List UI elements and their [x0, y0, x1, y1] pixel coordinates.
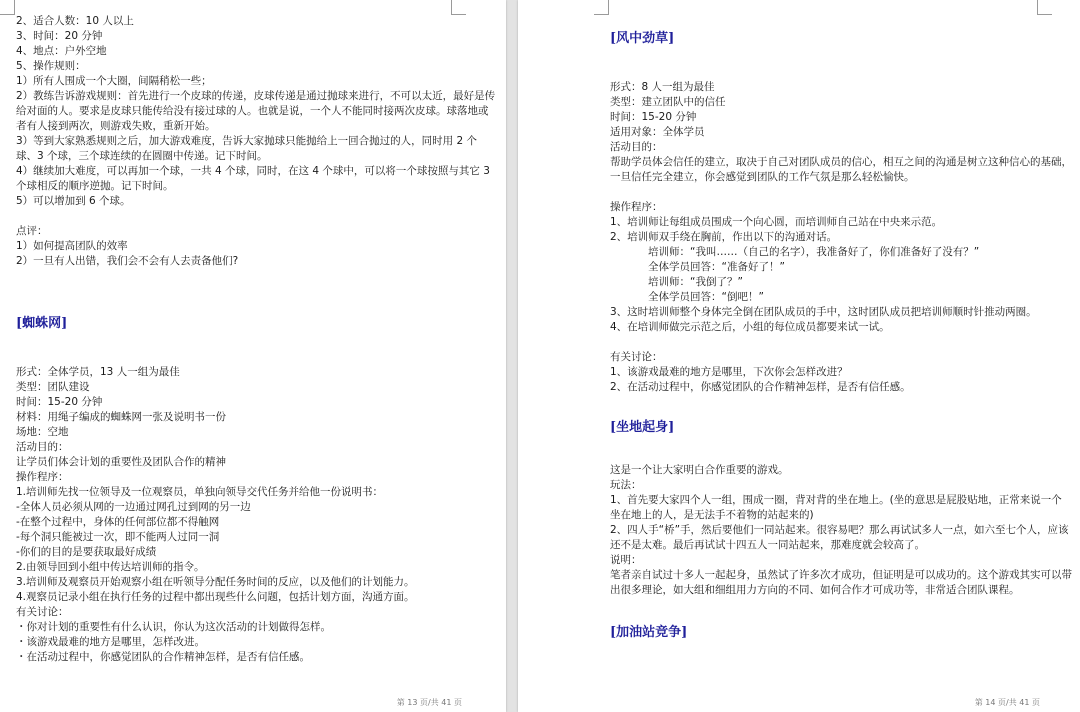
text-line: 4、地点：户外空地 [16, 45, 107, 57]
text-paragraph: 3）等到大家熟悉规则之后，加大游戏难度，告诉大家抛球只能抛给上一回合抛过的人，同时用 2 个球、3 个球，三个球连续的在圆圈中传递。记下时间。 [16, 135, 478, 162]
dialog-line: 全体学员回答：“准备好了！” [648, 261, 785, 273]
text-line: 2、适合人数：10 人以上 [16, 15, 134, 27]
text-line: 5、操作规则： [16, 60, 86, 72]
text-line: 1.培训师先找一位领导及一位观察员，单独向领导交代任务并给他一份说明书： [16, 486, 384, 498]
text-line: ・该游戏最难的地方是哪里，怎样改进。 [16, 636, 205, 648]
section-heading: [风中劲草] [610, 31, 675, 46]
text-line: 3、时间：20 分钟 [16, 30, 103, 42]
text-line: -每个洞只能被过一次，即不能两人过同一洞 [16, 531, 220, 543]
text-line: 1、该游戏最难的地方是哪里，下次你会怎样改进？ [610, 366, 848, 378]
text-line: 1、培训师让每组成员围成一个向心圆，而培训师自己站在中央来示范。 [610, 216, 943, 228]
dialog-line: 培训师：“我倒了？” [648, 276, 743, 288]
text-line: -你们的目的是要获取最好成绩 [16, 546, 157, 558]
text-paragraph: 1、首先要大家四个人一组，围成一圈，背对背的坐在地上。(坐的意思是屁股贴地，正常来说一个坐在地上的人，是无法手不着物的站起来的) [610, 494, 1062, 521]
text-line: 类型：建立团队中的信任 [610, 96, 726, 108]
text-paragraph: 4）继续加大难度，可以再加一个球，一共 4 个球，同时，在这 4 个球中，可以将一个球按照与其它 3 个球相反的顺序逆抛。记下时间。 [16, 165, 490, 192]
text-line: 说明： [610, 554, 642, 566]
text-line: 有关讨论： [16, 606, 69, 618]
text-line: 适用对象：全体学员 [610, 126, 705, 138]
section-heading: [加油站竞争] [610, 625, 688, 640]
text-line: 4、在培训师做完示范之后，小组的每位成员都要来试一试。 [610, 321, 890, 333]
text-line: ・你对计划的重要性有什么认识，你认为这次活动的计划做得怎样。 [16, 621, 331, 633]
page-number-footer: 第 13 页/共 41 页 [396, 698, 462, 707]
section-heading: [蜘蛛网] [16, 316, 68, 331]
text-line: 形式：8 人一组为最佳 [610, 81, 715, 93]
text-line: 活动目的： [16, 441, 69, 453]
text-line: 活动目的： [610, 141, 663, 153]
text-line: 2、培训师双手绕在胸前，作出以下的沟通对话。 [610, 231, 838, 243]
text-line: 让学员们体会计划的重要性及团队合作的精神 [16, 456, 226, 468]
text-line: 有关讨论： [610, 351, 663, 363]
text-line: 操作程序： [610, 201, 663, 213]
dialog-line: 全体学员回答：“倒吧！” [648, 291, 764, 303]
dialog-line: 培训师：“我叫……（自己的名字），我准备好了，你们准备好了没有？” [648, 246, 980, 258]
page-corner-mark [1037, 0, 1052, 15]
text-line: 3.培训师及观察员开始观察小组在听领导分配任务时间的反应，以及他们的计划能力。 [16, 576, 415, 588]
text-paragraph: 2、四人手“桥”手，然后要他们一同站起来。很容易吧？那么再试试多人一点，如六至七个人，应该还不是太难。最后再试试十四五人一同站起来，那难度就会较高了。 [610, 524, 1069, 551]
document-page-right [518, 0, 1080, 712]
text-line: 2）一旦有人出错，我们会不会有人去责备他们? [16, 255, 239, 267]
text-line: ・在活动过程中，你感觉团队的合作精神怎样，是否有信任感。 [16, 651, 310, 663]
page-number-footer: 第 14 页/共 41 页 [974, 698, 1040, 707]
page-text-column [610, 30, 1072, 642]
text-line: 这是一个让大家明白合作重要的游戏。 [610, 464, 789, 476]
text-paragraph: 帮助学员体会信任的建立，取决于自己对团队成员的信心，相互之间的沟通是树立这种信心的基础，一旦信任完全建立，你会感觉到团队的工作气氛是那么轻松愉快。 [610, 156, 1072, 183]
text-paragraph: 2）教练告诉游戏规则：首先进行一个皮球的传递，皮球传递是通过抛球来进行，不可以太近，最好是传给对面的人。要求是皮球只能传给没有接过球的人。也就是说，一个人不能同时接两次皮球。球落地或者有人接到两次，则游戏失败，重新开始。 [16, 90, 496, 132]
text-line: 玩法： [610, 479, 642, 491]
text-paragraph: 笔者亲自试过十多人一起起身，虽然试了许多次才成功，但证明是可以成功的。这个游戏其实可以带出很多理论，如大组和细组用力方向的不同、如何合作才可成功等，非常适合团队课程。 [610, 569, 1072, 596]
text-line: 2.由领导回到小组中传达培训师的指令。 [16, 561, 205, 573]
text-line: 材料：用绳子编成的蜘蛛网一张及说明书一份 [16, 411, 226, 423]
text-line: 4.观察员记录小组在执行任务的过程中都出现些什么问题，包括计划方面，沟通方面。 [16, 591, 415, 603]
text-line: 时间：15-20 分钟 [16, 396, 103, 408]
text-line: 时间：15-20 分钟 [610, 111, 697, 123]
text-line: -全体人员必须从网的一边通过网孔过到网的另一边 [16, 501, 251, 513]
page-corner-mark [594, 0, 609, 15]
text-line: 点评： [16, 225, 48, 237]
text-line: 场地：空地 [16, 426, 69, 438]
text-line: 形式：全体学员，13 人一组为最佳 [16, 366, 180, 378]
section-heading: [坐地起身] [610, 420, 675, 435]
text-line: -在整个过程中，身体的任何部位都不得触网 [16, 516, 220, 528]
page-corner-mark [0, 0, 15, 15]
page-corner-mark [451, 0, 466, 15]
page-text-column [16, 14, 498, 665]
text-paragraph: 3、这时培训师整个身体完全倒在团队成员的手中，这时团队成员把培训师顺时针推动两圈。 [610, 306, 1037, 318]
text-line: 操作程序： [16, 471, 69, 483]
text-line: 2、在活动过程中，你感觉团队的合作精神怎样，是否有信任感。 [610, 381, 911, 393]
text-line: 类型：团队建设 [16, 381, 90, 393]
text-line: 1）所有人围成一个大圈，间隔稍松一些； [16, 75, 212, 87]
text-line: 1）如何提高团队的效率 [16, 240, 128, 252]
text-line: 5）可以增加到 6 个球。 [16, 195, 131, 207]
document-page-left [0, 0, 506, 712]
